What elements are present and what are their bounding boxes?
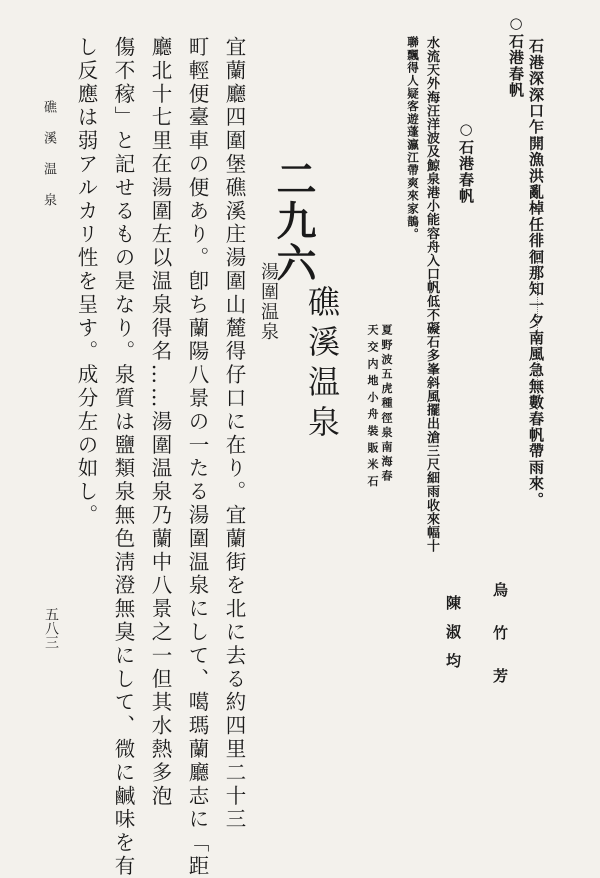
section-subtitle: 湯圍温泉 <box>258 262 279 342</box>
running-title: 礁溪温泉 <box>41 100 56 224</box>
poem2-line1: 水流天外海汪洋波及鯨泉港小能容舟入口帆低不礙石多峯斜風擺出滄三尺細雨收來幅十 <box>424 36 439 553</box>
section-number: 二九六 <box>270 158 316 284</box>
poem2-line3: 夏野波五虎種徑泉南海春 <box>380 324 393 485</box>
poem1-line: 石港深深口乍開漁洪亂棹任徘徊那知一夕南風急無數春帆帶雨來。 <box>527 38 545 508</box>
poem2-author: 陳淑均 <box>444 595 462 682</box>
body-line-2: 町輕便臺車の便あり。卽ち蘭陽八景の一たる湯圍温泉にして、噶瑪蘭廳志に「距 <box>185 36 209 878</box>
poem1-title: ○石港春帆 <box>507 14 525 98</box>
divider-rule <box>537 262 538 422</box>
poem2-title: ○石港春帆 <box>457 120 475 204</box>
poem1-author: 烏竹芳 <box>491 582 509 711</box>
body-line-5: し反應は弱アルカリ性を呈す。成分左の如し。 <box>74 36 98 528</box>
poem2-line2: 聯飄得人疑客遊蓬瀛江帶爽來家鵲。 <box>406 36 420 241</box>
body-line-1: 宜蘭廳四圍堡礁溪庄湯圍山麓得仔口に在り。宜蘭街を北に去る約四里二十三 <box>222 36 246 832</box>
section-title: 礁溪温泉 <box>303 285 341 445</box>
body-line-4: 傷不稼」と記せるもの是なり。泉質は鹽類泉無色淸澄無臭にして、微に鹹味を有 <box>111 36 135 878</box>
body-line-3: 廳北十七里在湯圍左以温泉得名……湯圍温泉乃蘭中八景之一但其水熱多泡 <box>148 36 172 809</box>
page-number: 五八三 <box>43 607 59 649</box>
poem2-line4: 天交内地小舟裝販米石 <box>366 324 379 492</box>
